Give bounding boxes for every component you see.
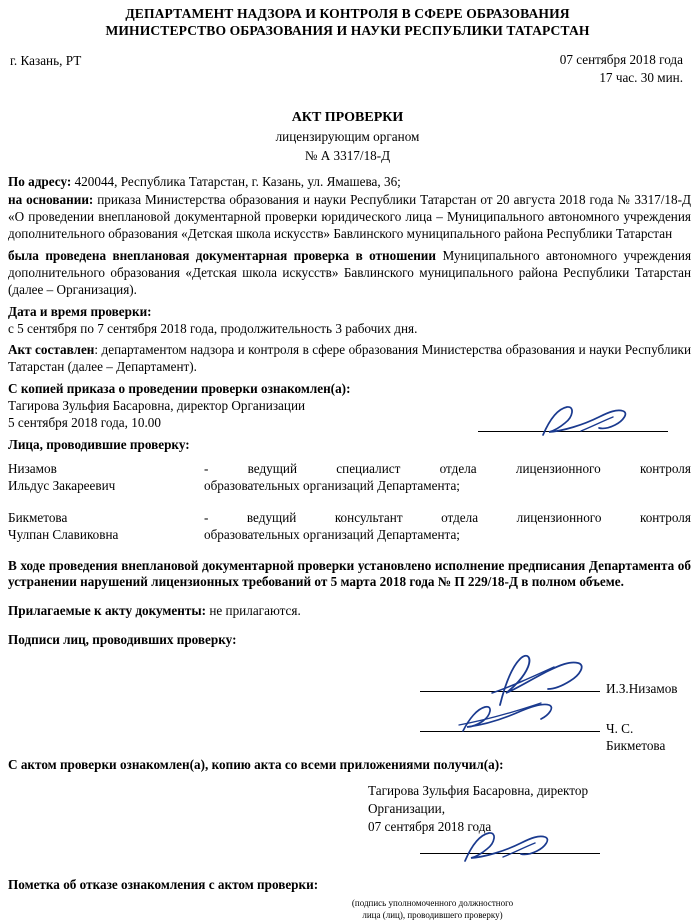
inspector-name [8, 460, 204, 495]
familiarized-date: 5 сентября 2018 года, 10.00 [8, 415, 161, 431]
composed-label: Акт составлен [8, 342, 95, 358]
inspector-role-w4: лицензионного [515, 460, 601, 476]
familiarized-paragraph [8, 381, 691, 432]
result-paragraph: В ходе проведения внеплановой документарной проверки установлено исполнение предписания Департамента об устранении нарушений лицензионных требований от 5 марта 2018 года № П 229/18-Д в полном объеме. [8, 557, 691, 590]
city-label: г. Казань, РТ [10, 53, 82, 69]
ack-date: 07 сентября 2018 года [368, 818, 492, 834]
inspector-role-w5: контроля [639, 460, 691, 476]
footnote-line-2: лица (лиц), проводившего проверку) [362, 909, 503, 920]
inspector-role-w1: ведущий [246, 509, 297, 525]
signature-mark-bikmetova [455, 691, 605, 741]
inspector-item [8, 509, 691, 544]
familiarized-person: Тагирова Зульфия Басаровна, директор Организации [8, 398, 306, 414]
inspector-name-line1: Бикметова [8, 509, 68, 525]
inspector-role-line2: образовательных организаций Департамента; [204, 527, 460, 543]
inspector-role-w4: лицензионного [516, 509, 602, 525]
basis-label: на основании: [8, 192, 94, 208]
familiarized-label: С копией приказа о проведении проверки ознакомлен(а): [8, 381, 351, 397]
header-line-2: МИНИСТЕРСТВО ОБРАЗОВАНИЯ И НАУКИ РЕСПУБЛИКИ ТАТАРСТАН [105, 22, 590, 38]
inspectors-label: Лица, проводившие проверку: [8, 436, 190, 452]
acknowledgement-line: С актом проверки ознакомлен(а), копию акта со всеми приложениями получил(а): [8, 757, 504, 773]
signature-line-2 [420, 731, 600, 732]
inspector-name-line1: Низамов [8, 460, 57, 476]
document-time: 17 час. 30 мин. [599, 69, 683, 85]
refusal-label: Пометка об отказе ознакомления с актом проверки [8, 877, 314, 893]
familiarized-signature-line [478, 431, 668, 432]
inspector-role-w3: отдела [441, 509, 479, 525]
composed-paragraph [8, 342, 691, 376]
meta-row [10, 51, 683, 87]
address-paragraph [8, 174, 691, 191]
attachments-label: Прилагаемые к акту документы: [8, 603, 207, 619]
inspector-role [204, 509, 691, 544]
signature-line-1 [420, 691, 600, 692]
document-number: № А 3317/18-Д [304, 147, 391, 163]
inspector-role-dash: - [204, 509, 209, 525]
signature-name-2: Ч. С. Бикметова [606, 721, 666, 753]
basis-value: приказа Министерства образования и науки Республики Татарстан от 20 августа 2018 года № 3317/18-Д «О проведении внеплановой документарной проверки юридического лица – Муниципального автономного учреждения дополнительного образования «Детская школа искусств» Бавлинского муниципального района Республики Татарстан [8, 192, 692, 242]
datetime-label: Дата и время проверки: [8, 303, 152, 319]
inspector-role-w3: отдела [439, 460, 477, 476]
conducted-rest: Муниципального автономного учреждения дополнительного образования «Детская школа искусств» Бавлинского муниципального района Республики Татарстан (далее – Организация). [8, 248, 692, 297]
datetime-paragraph [8, 304, 691, 338]
inspector-name-line2: Ильдус Закареевич [8, 478, 116, 494]
document-page [0, 6, 695, 920]
refusal-footnote [170, 898, 695, 921]
ack-person-line2: Организации, [368, 800, 446, 816]
date-time-block [560, 51, 683, 87]
signature-name-1: И.З.Низамов [606, 681, 678, 697]
inspector-role-w5: контроля [639, 509, 691, 525]
composed-value: : департаментом надзора и контроля в сфере образования Министерства образования и науки Республики Татарстан (далее – Департамент). [8, 342, 692, 375]
ack-person-line1: Тагирова Зульфия Басаровна, директор [368, 782, 589, 798]
inspector-role [204, 460, 691, 495]
attachments-value: не прилагаются. [206, 603, 301, 619]
acknowledgement-signature-row [0, 835, 695, 861]
inspector-name [8, 509, 204, 544]
basis-paragraph [8, 192, 691, 243]
conducted-paragraph [8, 248, 691, 299]
inspector-role-w2: специалист [336, 460, 401, 476]
inspector-role-line2: образовательных организаций Департамента; [204, 478, 460, 494]
document-date: 07 сентября 2018 года [559, 52, 683, 68]
datetime-value: с 5 сентября по 7 сентября 2018 года, продолжительность 3 рабочих дня. [8, 320, 418, 336]
signatures-area [0, 655, 695, 753]
inspector-role-w1: ведущий [247, 460, 298, 476]
page-title: АКТ ПРОВЕРКИ [291, 109, 404, 125]
acknowledgement-signature-line [420, 853, 600, 854]
organization-header [8, 6, 687, 39]
inspector-role-w2: консультант [334, 509, 403, 525]
refusal-note [8, 877, 691, 894]
refusal-colon: : [313, 877, 319, 893]
signature-mark-nizamov [470, 649, 630, 711]
header-line-1: ДЕПАРТАМЕНТ НАДЗОРА И КОНТРОЛЯ В СФЕРЕ ОБРАЗОВАНИЯ [125, 6, 570, 21]
inspector-name-line2: Чулпан Славиковна [8, 527, 119, 543]
document-body [8, 174, 691, 453]
signatures-label: Подписи лиц, проводивших проверку: [8, 632, 237, 648]
attachments-paragraph [8, 603, 691, 620]
page-subtitle: лицензирующим органом [275, 128, 420, 144]
address-label: По адресу: [8, 174, 72, 190]
footnote-line-1: (подпись уполномоченного должностного [351, 898, 514, 909]
acknowledgement-person [368, 782, 695, 835]
inspectors-list [8, 460, 691, 544]
address-value: 420044, Республика Татарстан, г. Казань, ул. Ямашева, 36; [74, 174, 401, 190]
conducted-bold: была проведена внеплановая документарная проверка в отношении [8, 248, 436, 264]
inspector-item [8, 460, 691, 495]
inspector-role-dash: - [204, 460, 209, 476]
